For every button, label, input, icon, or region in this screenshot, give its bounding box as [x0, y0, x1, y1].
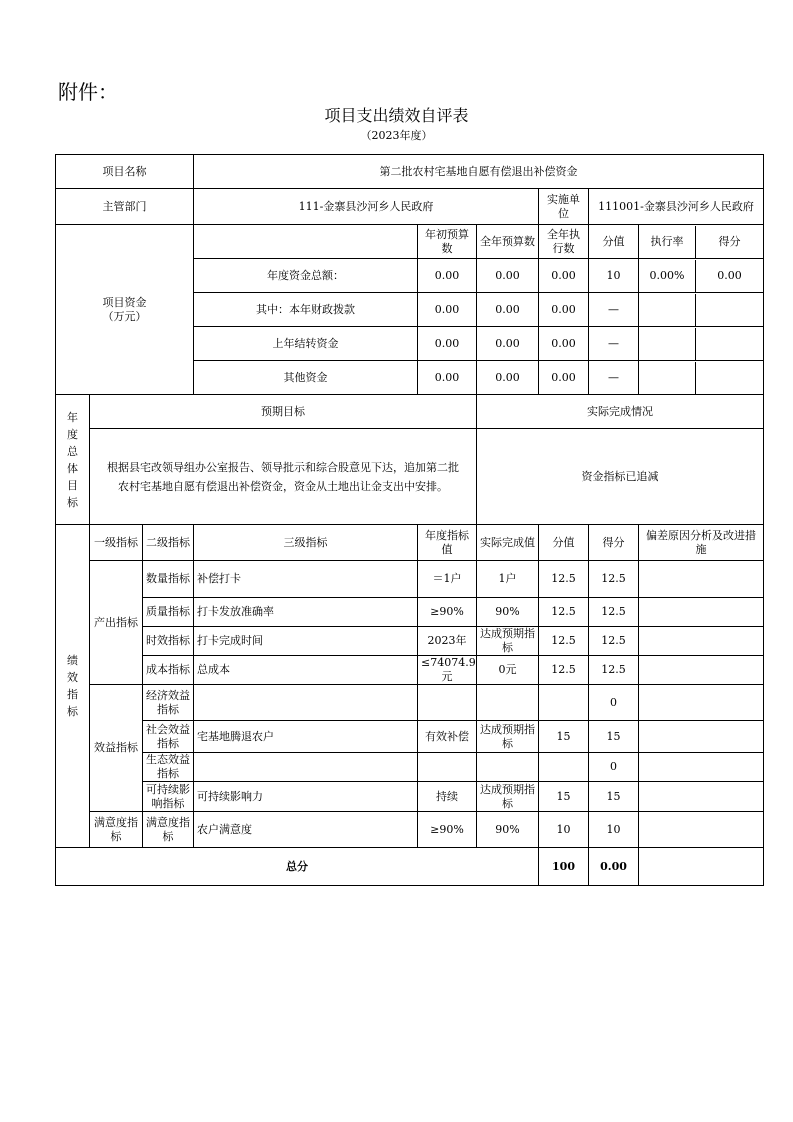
score-value-cell: 10 [539, 812, 589, 848]
performance-table [55, 154, 764, 886]
level2-cell: 社会效益指标 [143, 721, 194, 753]
funds-row-name: 其中：本年财政拨款 [194, 293, 418, 327]
funds-cell: 0.00 [418, 361, 477, 395]
level2-cell: 时效指标 [143, 627, 194, 656]
funds-cell: 0.00 [539, 361, 589, 395]
funds-header: 全年预算数 [477, 225, 539, 259]
level2-cell: 生态效益指标 [143, 753, 194, 782]
funds-cell: 0.00 [539, 293, 589, 327]
note-cell [639, 721, 764, 753]
note-cell [639, 812, 764, 848]
score-value-cell: 12.5 [539, 561, 589, 598]
note-cell [639, 561, 764, 598]
target-cell [418, 753, 477, 782]
score-cell: 12.5 [589, 598, 639, 627]
actual-completion-text: 资金指标已追减 [477, 429, 764, 525]
indicator-header: 年度指标值 [418, 525, 477, 561]
funds-row-name: 年度资金总额： [194, 259, 418, 293]
indicator-header: 得分 [589, 525, 639, 561]
impl-label: 实施单位 [539, 189, 589, 225]
goals-label: 年 度 总 体 目 标 [56, 395, 90, 525]
funds-header: 执行率 [639, 226, 696, 258]
funds-header: 年初预算数 [418, 225, 477, 259]
target-cell: ＝1户 [418, 561, 477, 598]
funds-header: 得分 [718, 234, 741, 248]
funds-cell [696, 294, 764, 326]
indicators-label: 绩 效 指 标 [56, 525, 90, 848]
indicator-header: 偏差原因分析及改进措施 [639, 525, 764, 561]
actual-cell [477, 685, 539, 721]
funds-cell: 0.00 [539, 259, 589, 293]
level2-cell: 满意度指标 [143, 812, 194, 848]
note-cell [639, 782, 764, 812]
total-score: 0.00 [589, 848, 639, 886]
target-cell: ≥90% [418, 598, 477, 627]
note-cell [639, 753, 764, 782]
indicator-header: 一级指标 [90, 525, 143, 561]
score-value-cell: 15 [539, 782, 589, 812]
level2-cell: 可持续影响指标 [143, 782, 194, 812]
funds-row-name: 上年结转资金 [194, 327, 418, 361]
year-subtitle: （2023年度） [360, 129, 433, 142]
actual-cell: 1户 [477, 561, 539, 598]
funds-cell [639, 362, 696, 394]
funds-cell [696, 362, 764, 394]
score-value-cell [539, 685, 589, 721]
funds-cell: 0.00 [418, 259, 477, 293]
funds-cell [639, 294, 696, 326]
funds-cell: 0.00 [477, 259, 539, 293]
score-value-cell: 12.5 [539, 627, 589, 656]
expected-goal-header: 预期目标 [90, 395, 477, 429]
funds-cell: 0.00 [418, 327, 477, 361]
score-cell: 12.5 [589, 656, 639, 685]
score-cell: 12.5 [589, 561, 639, 598]
target-cell: ≤74074.9元 [418, 656, 477, 685]
actual-cell: 0元 [477, 656, 539, 685]
funds-header-blank [194, 225, 418, 259]
funds-header: 分值 [589, 225, 639, 259]
funds-cell: 0.00 [539, 327, 589, 361]
target-cell: 2023年 [418, 627, 477, 656]
actual-cell: 达成预期指标 [477, 782, 539, 812]
total-label: 总分 [56, 848, 539, 886]
score-value-cell: 12.5 [539, 598, 589, 627]
score-cell: 15 [589, 782, 639, 812]
actual-cell [477, 753, 539, 782]
dept-label: 主管部门 [56, 189, 194, 225]
level2-cell: 成本指标 [143, 656, 194, 685]
funds-label: 项目资金 （万元） [56, 225, 194, 395]
score-cell: 12.5 [589, 627, 639, 656]
score-cell: 10 [589, 812, 639, 848]
level3-cell: 总成本 [194, 656, 418, 685]
funds-cell: — [589, 361, 639, 395]
score-cell: 15 [589, 721, 639, 753]
level3-cell: 打卡发放准确率 [194, 598, 418, 627]
note-cell [639, 685, 764, 721]
level1-satisfaction: 满意度指标 [90, 812, 143, 848]
expected-goal-text: 根据县宅改领导组办公室报告、领导批示和综合股意见下达，追加第二批农村宅基地自愿有偿退出补偿资金，资金从土地出让金支出中安排。 [90, 429, 477, 525]
level3-cell: 补偿打卡 [194, 561, 418, 598]
total-note [639, 848, 764, 886]
level3-cell [194, 685, 418, 721]
total-score-value: 100 [539, 848, 589, 886]
page-title: 项目支出绩效自评表 [324, 106, 469, 125]
indicator-header: 实际完成值 [477, 525, 539, 561]
funds-cell: 0.00% [639, 260, 696, 292]
level1-benefit: 效益指标 [90, 685, 143, 812]
score-cell: 0 [589, 685, 639, 721]
note-cell [639, 656, 764, 685]
level1-output: 产出指标 [90, 561, 143, 685]
funds-cell: 0.00 [477, 327, 539, 361]
funds-cell: 0.00 [477, 293, 539, 327]
score-value-cell: 15 [539, 721, 589, 753]
actual-cell: 达成预期指标 [477, 627, 539, 656]
funds-cell: 10 [589, 259, 639, 293]
funds-cell: 0.00 [717, 268, 742, 282]
target-cell [418, 685, 477, 721]
dept-value: 111-金寨县沙河乡人民政府 [194, 189, 539, 225]
score-cell: 0 [589, 753, 639, 782]
project-name-label: 项目名称 [56, 155, 194, 189]
indicator-header: 二级指标 [143, 525, 194, 561]
level3-cell [194, 753, 418, 782]
level2-cell: 质量指标 [143, 598, 194, 627]
score-value-cell: 12.5 [539, 656, 589, 685]
actual-completion-header: 实际完成情况 [477, 395, 764, 429]
funds-cell [639, 328, 696, 360]
funds-cell: — [589, 293, 639, 327]
impl-value: 111001-金寨县沙河乡人民政府 [589, 189, 764, 225]
level2-cell: 经济效益指标 [143, 685, 194, 721]
funds-cell: — [589, 327, 639, 361]
level3-cell: 可持续影响力 [194, 782, 418, 812]
level3-cell: 宅基地腾退农户 [194, 721, 418, 753]
project-name-value: 第二批农村宅基地自愿有偿退出补偿资金 [194, 155, 764, 189]
indicator-header: 三级指标 [194, 525, 418, 561]
target-cell: 有效补偿 [418, 721, 477, 753]
funds-cell: 0.00 [418, 293, 477, 327]
score-value-cell [539, 753, 589, 782]
actual-cell: 达成预期指标 [477, 721, 539, 753]
funds-cell [696, 328, 764, 360]
target-cell: 持续 [418, 782, 477, 812]
level2-cell: 数量指标 [143, 561, 194, 598]
funds-row-name: 其他资金 [194, 361, 418, 395]
note-cell [639, 627, 764, 656]
indicator-header: 分值 [539, 525, 589, 561]
note-cell [639, 598, 764, 627]
attachment-label: 附件： [58, 80, 118, 104]
actual-cell: 90% [477, 598, 539, 627]
funds-header: 全年执行数 [539, 225, 589, 259]
target-cell: ≥90% [418, 812, 477, 848]
level3-cell: 农户满意度 [194, 812, 418, 848]
actual-cell: 90% [477, 812, 539, 848]
level3-cell: 打卡完成时间 [194, 627, 418, 656]
funds-cell: 0.00 [477, 361, 539, 395]
